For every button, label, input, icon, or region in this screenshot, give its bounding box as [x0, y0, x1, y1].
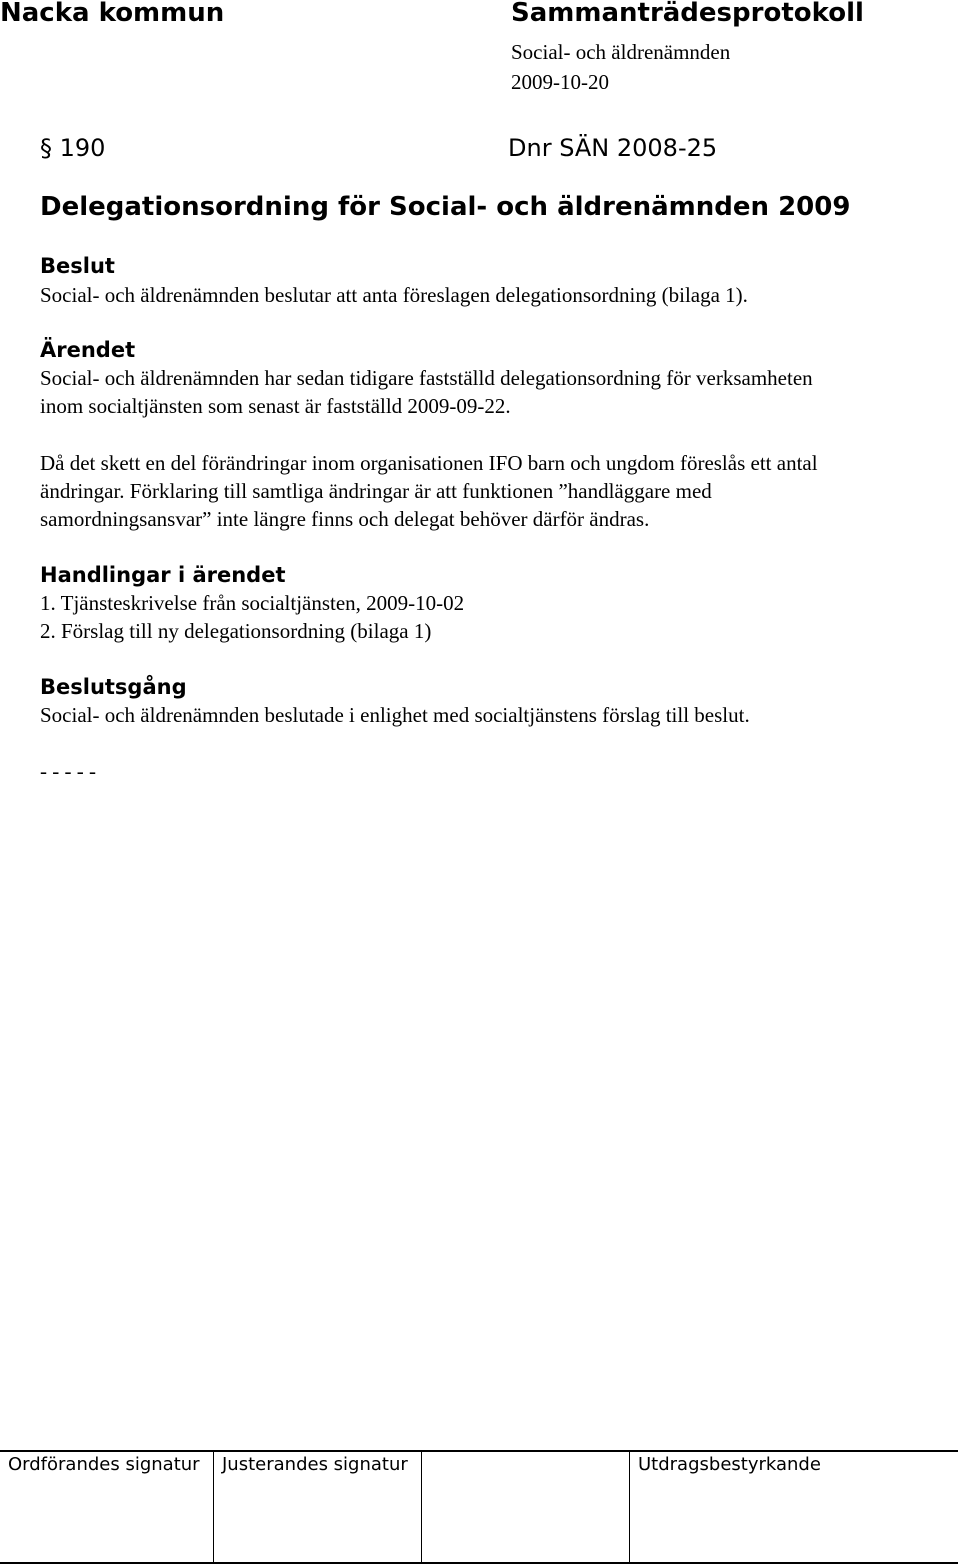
header-organization: Nacka kommun: [0, 0, 225, 28]
header-document-type: Sammanträdesprotokoll: [511, 0, 864, 28]
beslutsgang-heading: Beslutsgång: [40, 675, 187, 699]
arendet-text-line: inom socialtjänsten som senast är fastställd 2009-09-22.: [40, 394, 511, 418]
signature-cell: [0, 1452, 213, 1562]
signature-cell: [213, 1452, 422, 1562]
end-separator: - - - - -: [40, 759, 96, 783]
signature-cell: [629, 1452, 959, 1562]
header-date: 2009-10-20: [511, 70, 609, 94]
arendet-text-line: Social- och äldrenämnden har sedan tidigare fastställd delegationsordning för verksamheten: [40, 366, 813, 390]
signature-footer: [0, 1450, 958, 1564]
handlingar-item: 1. Tjänsteskrivelse från socialtjänsten, 2009-10-02: [40, 591, 465, 615]
signature-label-chair: Ordförandes signatur: [8, 1454, 200, 1475]
signature-label-adjuster: Justerandes signatur: [222, 1454, 408, 1475]
handlingar-heading: Handlingar i ärendet: [40, 563, 286, 587]
beslut-heading: Beslut: [40, 254, 115, 278]
case-title: Delegationsordning för Social- och äldrenämnden 2009: [40, 192, 851, 222]
signature-label-certification: Utdragsbestyrkande: [638, 1454, 821, 1475]
beslut-text: Social- och äldrenämnden beslutar att anta föreslagen delegationsordning (bilaga 1).: [40, 283, 748, 307]
paragraph-number: § 190: [40, 134, 106, 162]
arendet-text-line: Då det skett en del förändringar inom organisationen IFO barn och ungdom föreslås ett antal: [40, 451, 818, 475]
arendet-text-line: samordningsansvar” inte längre finns och delegat behöver därför ändras.: [40, 507, 650, 531]
header-committee: Social- och äldrenämnden: [511, 40, 731, 64]
handlingar-item: 2. Förslag till ny delegationsordning (bilaga 1): [40, 619, 432, 643]
arendet-heading: Ärendet: [40, 338, 136, 362]
case-dnr: Dnr SÄN 2008-25: [508, 134, 718, 162]
signature-cell: [421, 1452, 630, 1562]
arendet-text-line: ändringar. Förklaring till samtliga ändringar är att funktionen ”handläggare med: [40, 479, 712, 503]
beslutsgang-text: Social- och äldrenämnden beslutade i enlighet med socialtjänstens förslag till beslut.: [40, 703, 750, 727]
